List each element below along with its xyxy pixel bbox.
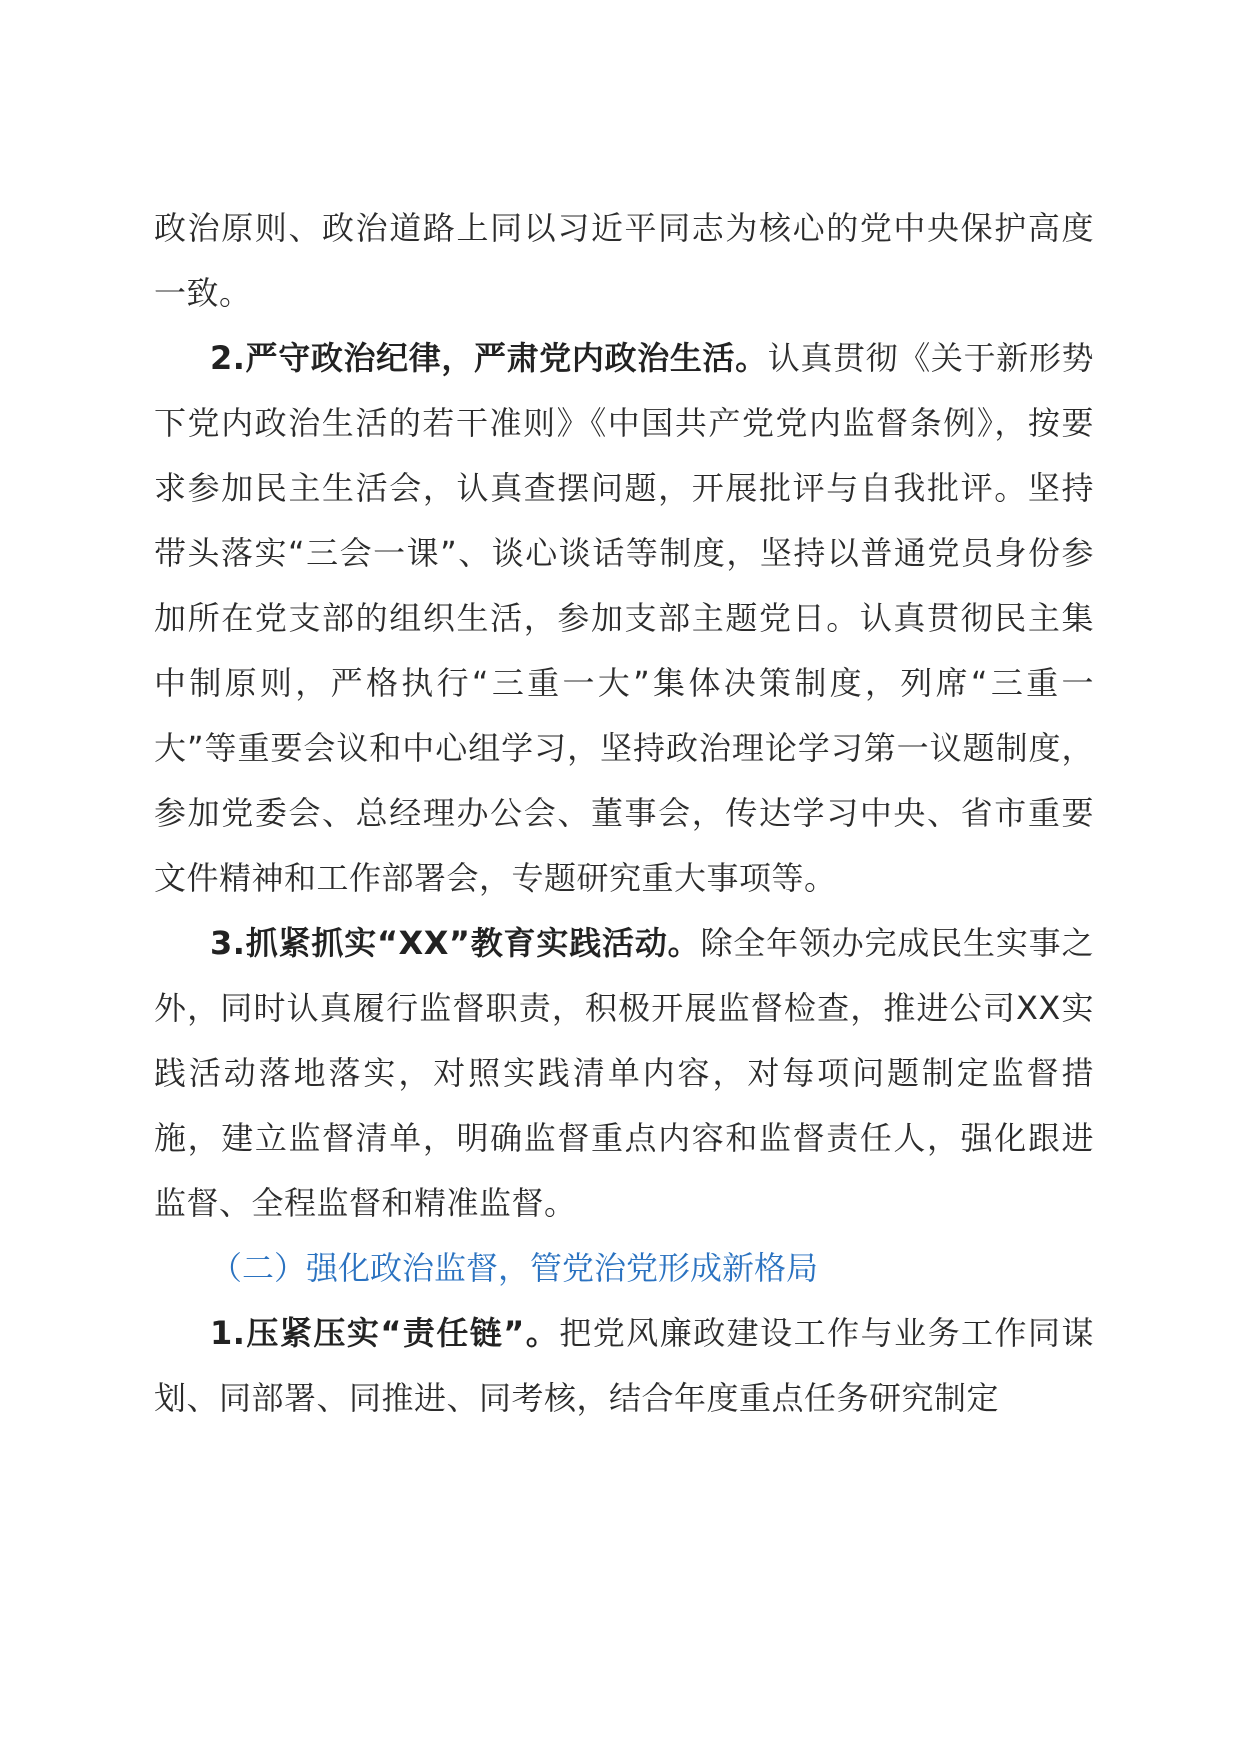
paragraph-text: 除全年领办完成民生实事之外，同时认真履行监督职责，积极开展监督检查，推进公司XX实践活动落地落实，对照实践清单内容，对每项问题制定监督措施，建立监督清单，明确监督重点内容和监督责任人，强化跟进监督、全程监督和精准监督。 — [154, 924, 1094, 1222]
paragraph-text: 政治原则、政治道路上同以习近平同志为核心的党中央保护高度一致。 — [154, 209, 1094, 312]
paragraph-education-practice — [154, 911, 1094, 1236]
paragraph-title: 1.压紧压实“责任链”。 — [210, 1314, 560, 1352]
paragraph-title: 3.抓紧抓实“XX”教育实践活动。 — [210, 924, 701, 962]
paragraph-continuation — [154, 196, 1094, 326]
paragraph-text: 认真贯彻《关于新形势下党内政治生活的若干准则》《中国共产党党内监督条例》，按要求参加民主生活会，认真查摆问题，开展批评与自我批评。坚持带头落实“三会一课”、谈心谈话等制度，坚持以普通党员身份参加所在党支部的组织生活，参加支部主题党日。认真贯彻民主集中制原则，严格执行“三重一大”集体决策制度，列席“三重一大”等重要会议和中心组学习，坚持政治理论学习第一议题制度，参加党委会、总经理办公会、董事会，传达学习中央、省市重要文件精神和工作部署会，专题研究重大事项等。 — [154, 339, 1094, 897]
paragraph-text: 把党风廉政建设工作与业务工作同谋划、同部署、同推进、同考核，结合年度重点任务研究制定 — [154, 1314, 1094, 1417]
paragraph-title: 2.严守政治纪律，严肃党内政治生活。 — [210, 339, 768, 377]
section-heading: （二）强化政治监督，管党治党形成新格局 — [210, 1249, 819, 1287]
paragraph-political-discipline — [154, 326, 1094, 911]
document-page — [154, 196, 1094, 1431]
paragraph-responsibility-chain — [154, 1301, 1094, 1431]
